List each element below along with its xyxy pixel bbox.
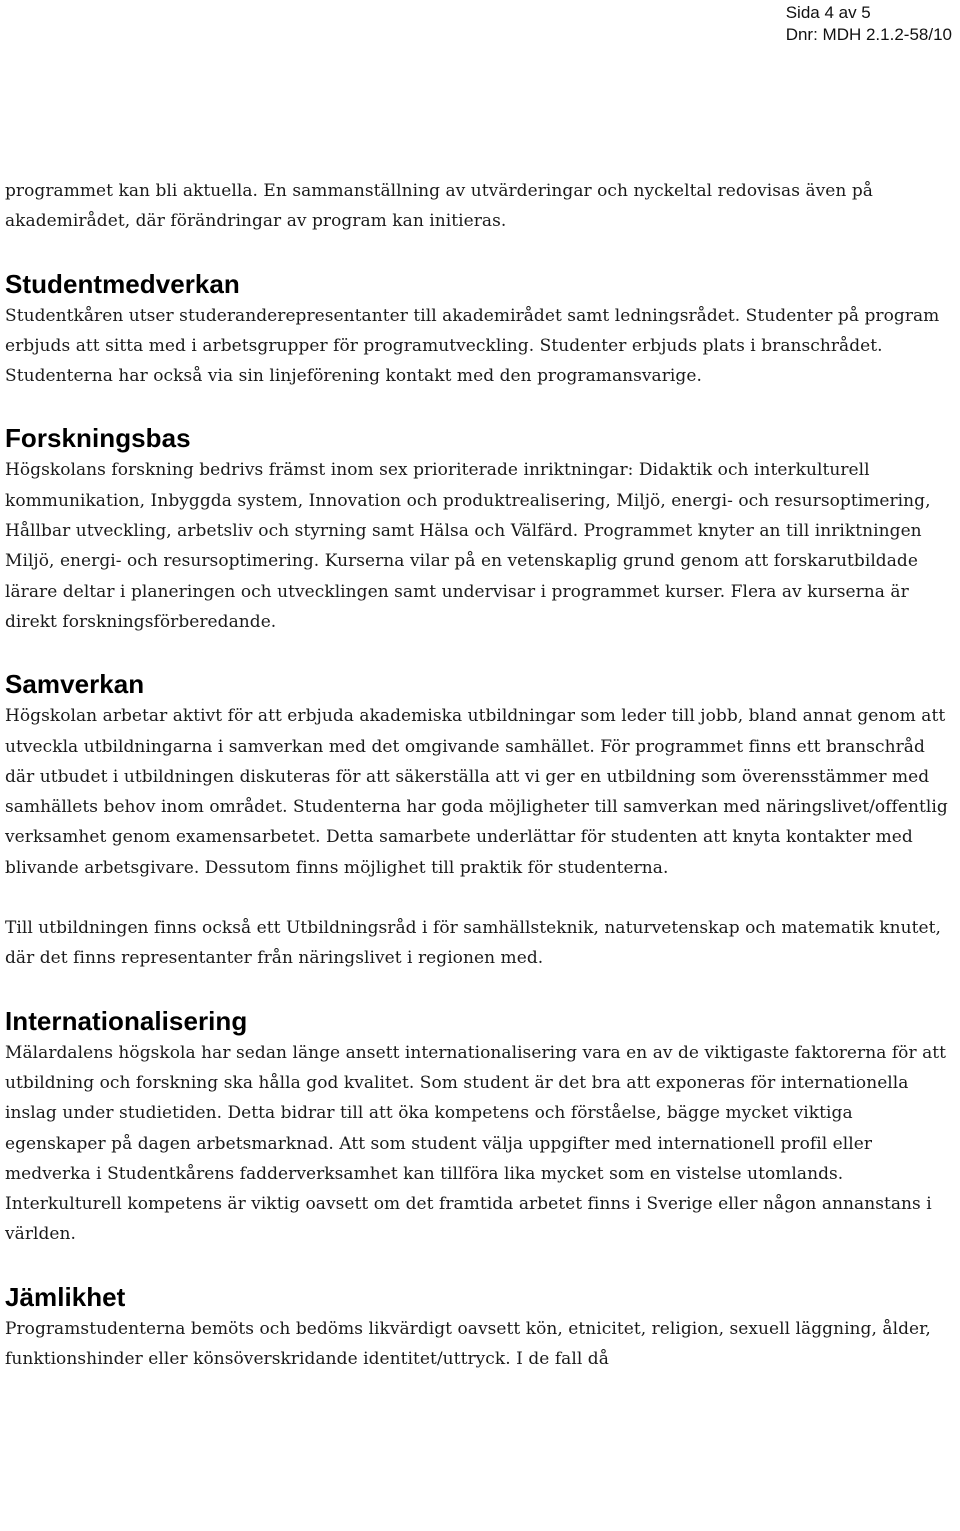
heading-jamlikhet: Jämlikhet bbox=[5, 1281, 126, 1312]
heading-internationalisering: Internationalisering bbox=[5, 1005, 248, 1036]
document-body bbox=[5, 176, 957, 1374]
paragraph-samverkan-1: Högskolan arbetar aktivt för att erbjuda akademiska utbildningar som leder till jobb, bland annat genom att utveckla utbildningarna i samverkan med det omgivande samhället. För programmet finns ett branschråd där utbudet i utbildningen diskuteras för att säkerställa att vi ger en utbildning som överensstämmer med samhällets behov inom området. Studenterna har goda möjligheter till samverkan med näringslivet/offentlig verksamhet genom examensarbetet. Detta samarbete underlättar för studenten att knyta kontakter med blivande arbetsgivare. Dessutom finns möjlighet till praktik för studenterna. bbox=[5, 706, 948, 878]
intro-paragraph: programmet kan bli aktuella. En sammanställning av utvärderingar och nyckeltal redovisas även på akademirådet, där förändringar av program kan initieras. bbox=[5, 181, 873, 232]
paragraph-forskningsbas: Högskolans forskning bedrivs främst inom sex prioriterade inriktningar: Didaktik och interkulturell kommunikation, Inbyggda system, Innovation och produktrealisering, Miljö, energi- och resursoptimering, Hållbar utveckling, arbetsliv och styrning samt Hälsa och Välfärd. Programmet knyter an till inriktningen Miljö, energi- och resursoptimering. Kurserna vilar på en vetenskaplig grund genom att forskarutbildade lärare deltar i planeringen och utvecklingen samt undervisar i programmet kurser. Flera av kurserna är direkt forskningsförberedande. bbox=[5, 460, 931, 632]
section-spacer bbox=[5, 391, 957, 421]
section-jamlikhet bbox=[5, 1280, 957, 1375]
section-spacer bbox=[5, 237, 957, 267]
section-samverkan bbox=[5, 667, 957, 973]
section-spacer bbox=[5, 637, 957, 667]
section-spacer bbox=[5, 1250, 957, 1280]
paragraph-studentmedverkan: Studentkåren utser studeranderepresentanter till akademirådet samt ledningsrådet. Studenter på program erbjuds att sitta med i arbetsgrupper för programutveckling. Studenter erbjuds plats i branschrådet. Studenterna har också via sin linjeförening kontakt med den programansvarige. bbox=[5, 305, 940, 387]
paragraph-spacer bbox=[5, 883, 957, 913]
heading-forskningsbas: Forskningsbas bbox=[5, 423, 191, 454]
page-header bbox=[786, 2, 952, 46]
paragraph-jamlikhet: Programstudenterna bemöts och bedöms likvärdigt oavsett kön, etnicitet, religion, sexuell läggning, ålder, funktionshinder eller könsöverskridande identitet/uttryck. I de fall då bbox=[5, 1318, 931, 1370]
paragraph-samverkan-2: Till utbildningen finns också ett Utbildningsråd i för samhällsteknik, naturvetenskap och matematik knutet, där det finns representanter från näringslivet i regionen med. bbox=[5, 918, 941, 969]
page-number: Sida 4 av 5 bbox=[785, 3, 871, 22]
heading-samverkan: Samverkan bbox=[5, 669, 145, 700]
section-forskningsbas bbox=[5, 421, 957, 637]
heading-studentmedverkan: Studentmedverkan bbox=[5, 268, 240, 299]
section-studentmedverkan bbox=[5, 267, 957, 392]
section-internationalisering bbox=[5, 1004, 957, 1250]
section-spacer bbox=[5, 974, 957, 1004]
document-number: Dnr: MDH 2.1.2-58/10 bbox=[785, 25, 952, 44]
paragraph-internationalisering: Mälardalens högskola har sedan länge ansett internationalisering vara en av de viktigaste faktorerna för att utbildning och forskning ska hålla god kvalitet. Som student är det bra att exponeras för internationella inslag under studietiden. Detta bidrar till att öka kompetens och förståelse, bägge mycket viktiga egenskaper på dagen arbetsmarknad. Att som student välja uppgifter med internationell profil eller medverka i Studentkårens fadderverksamhet kan tillföra lika mycket som en vistelse utomlands. Interkulturell kompetens är viktig oavsett om det framtida arbetet finns i Sverige eller någon annanstans i världen. bbox=[5, 1042, 947, 1245]
